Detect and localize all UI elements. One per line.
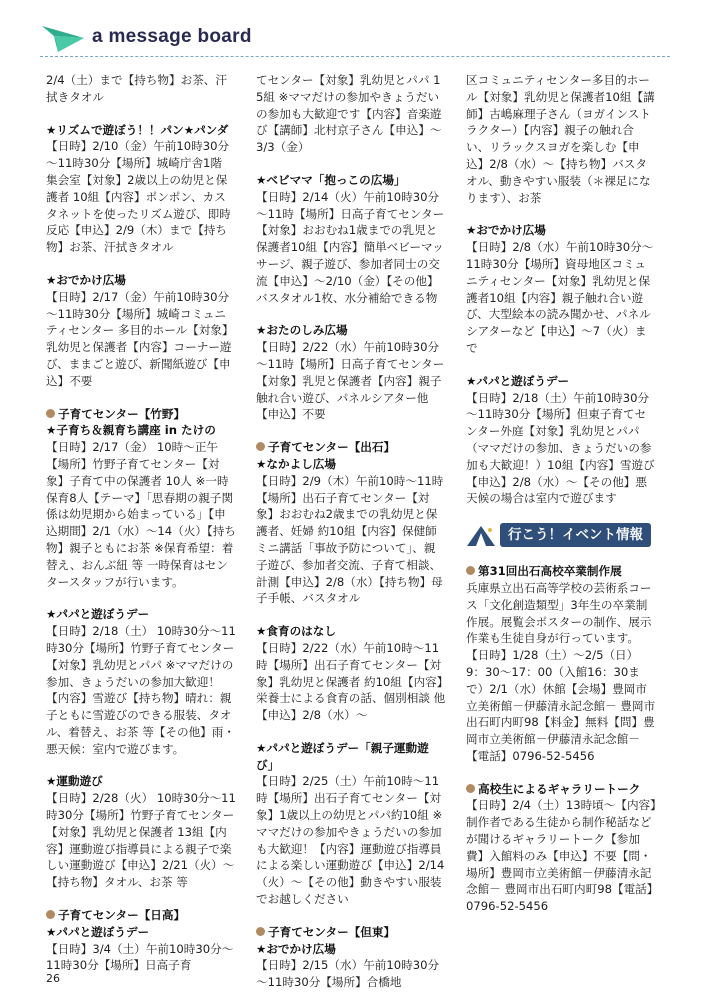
notice-heading: ★なかよし広場: [256, 456, 336, 471]
notice-block: [256, 172, 446, 306]
event-dot-icon: [466, 566, 475, 575]
section-dot-icon: [46, 910, 55, 919]
notice-heading: ★運動遊び: [46, 774, 103, 789]
notice-body: 【日時】2/10（金）午前10時30分～11時30分【場所】城崎庁舎1階 集会室【対象】2歳以上の幼児と保護者 10組【内容】ポンポン、カスタネットを使ったリズム遊び、即時反応【申込】2/9（木）まで【持ち物】お茶、汗拭きタオル: [46, 139, 231, 255]
notice-body: 【日時】2/18（土）午前10時30分～11時30分【場所】但東子育てセンター外庭【対象】乳幼児とパパ（ママだけの参加、きょうだいの参加も大歓迎！）10組【内容】雪遊び【申込】2/8（水）～【その他】悪天候の場合は室内で遊びます: [466, 390, 655, 506]
notice-block: [466, 373, 656, 507]
notice-heading: ★おたのしみ広場: [256, 323, 348, 338]
notice-block: [466, 222, 656, 356]
notice-body: 【日時】2/28（火） 10時30分～11時30分【場所】竹野子育てセンター【対象】乳幼児と保護者 13組【内容】運動遊び指導員による親子で楽しい運動遊び【申込】2/21（火）～【持ち物】タオル、お茶 等: [46, 791, 236, 890]
notice-block: [256, 439, 446, 607]
notice-block: [256, 740, 446, 908]
banner-title: 行こう！イベント情報: [500, 523, 651, 547]
notice-body: 【日時】2/25（土）午前10時～11時【場所】出石子育てセンター【対象】1歳以上の幼児とパパ約10組 ※ママだけの参加やきょうだいの参加も大歓迎！【内容】運動遊び指導員による楽しい運動遊び【申込】2/14（火）～【その他】動きやすい服装でお越しください: [256, 774, 445, 907]
section-dot-icon: [46, 409, 55, 418]
notice-block: [46, 406, 236, 591]
notice-heading: ★子育ち＆親育ち講座 in たけの: [46, 423, 216, 438]
notice-body: 【日時】2/15（水）午前10時30分～11時30分【場所】合橋地: [256, 958, 440, 990]
event-info-banner: [466, 523, 656, 549]
section-title: 子育てセンター【出石】: [268, 440, 396, 455]
notice-body: てセンター【対象】乳幼児とパパ 15組 ※ママだけの参加やきょうだいの参加も大歓迎です【内容】音楽遊び【講師】北村京子さん【申込】～3/3（金）: [256, 73, 442, 155]
page-header: [40, 22, 670, 58]
notice-heading: ★ベビママ「抱っこの広場」: [256, 172, 406, 187]
notice-body: 【日時】2/22（水）午前10時～11時【場所】出石子育てセンター【対象】乳幼児と保護者 約10組【内容】栄養士による食育の話、個別相談 他【申込】2/8（水）～: [256, 640, 446, 723]
notice-heading: ★リズムで遊ぼう！！パン★パンダ: [46, 122, 229, 137]
notice-block: [46, 122, 236, 256]
event-block: [466, 563, 656, 765]
paper-plane-icon: [40, 22, 86, 56]
section-dot-icon: [256, 442, 265, 451]
section-dot-icon: [256, 927, 265, 936]
event-heading: [466, 781, 656, 798]
notice-heading: ★おでかけ広場: [46, 272, 126, 287]
event-heading: [466, 563, 656, 580]
notice-block: [256, 72, 446, 156]
section-heading: [256, 924, 446, 941]
column-3: [466, 72, 656, 931]
notice-body: 【日時】2/17（金） 10時～正午【場所】竹野子育てセンター【対象】子育て中の保護者 10人 ※一時保育8人【テーマ】「思春期の親子関係は幼児期から始まっている」【申込期間】2/1（水）～14（火）【持ち物】親子ともにお茶 ※保育希望：着替え、おんぶ紐 等 一時保育はセンタースタッフが行います。: [46, 440, 236, 589]
column-2: [256, 72, 446, 1007]
page-number: 26: [46, 972, 60, 985]
section-title: 子育てセンター【但東】: [268, 924, 396, 939]
notice-heading: ★パパと遊ぼうデー: [46, 924, 150, 939]
header-rule: [40, 56, 670, 57]
section-heading: [256, 439, 446, 456]
notice-body: 【日時】2/18（土） 10時30分～11時30分【場所】竹野子育てセンター【対象】乳幼児とパパ ※ママだけの参加、きょうだいの参加大歓迎！【内容】雪遊び【持ち物】晴れ：親子ともに雪遊びのできる服装、タオル、着替え、お茶 等【その他】雨・悪天候：室内で遊びます。: [46, 624, 236, 756]
event-title: 第31回出石高校卒業制作展: [478, 564, 622, 579]
notice-body: 【日時】2/8（水）午前10時30分～11時30分【場所】資母地区コミュニティセンター【対象】乳幼児と保護者10組【内容】親子触れ合い遊び、大型絵本の読み聞かせ、パネルシアターなど【申込】～7（火）まで: [466, 240, 654, 355]
event-title: 高校生によるギャラリートーク: [478, 781, 641, 796]
notice-heading: ★パパと遊ぼうデー: [46, 607, 150, 622]
notice-block: [46, 272, 236, 390]
notice-block: [256, 623, 446, 724]
notice-body: 2/4（土）まで【持ち物】お茶、汗拭きタオル: [46, 73, 227, 104]
notice-body: 【日時】2/9（木）午前10時～11時【場所】出石子育てセンター【対象】おおむね2歳までの乳幼児と保護者、妊婦 約10組【内容】保健師ミニ講話「事故予防について」、親子遊び、参加者交流、子育て相談、計測【申込】2/8（水）【持ち物】母子手帳、バスタオル: [256, 473, 444, 606]
section-heading: [46, 406, 236, 423]
section-title: 子育てセンター【竹野】: [58, 406, 186, 421]
event-body: 【日時】2/4（土）13時頃～【内容】制作者である生徒から制作秘話などが聞けるギャラリートーク【参加費】入館料のみ【申込】不要【問・場所】豊岡市立美術館－伊藤清永記念館－ 豊岡市出石町内町98【電話】0796-52-5456: [466, 798, 656, 914]
event-block: [466, 781, 656, 915]
tent-icon: [466, 525, 496, 547]
section-title: 子育てセンター【日高】: [58, 908, 186, 923]
notice-block: [46, 606, 236, 757]
notice-block: [46, 773, 236, 891]
notice-block: [46, 72, 236, 106]
notice-body: 【日時】2/22（水）午前10時30分～11時【場所】日高子育てセンター【対象】乳児と保護者【内容】親子触れ合い遊び、パネルシアター他【申込】不要: [256, 340, 445, 422]
notice-block: [256, 924, 446, 991]
section-heading: [46, 907, 236, 924]
column-1: [46, 72, 236, 990]
notice-body: 【日時】2/17（金）午前10時30分～11時30分【場所】城崎コミュニティセンター 多目的ホール【対象】乳幼児と保護者【内容】コーナー遊び、ままごと遊び、新聞紙遊び【申込】不要: [46, 289, 234, 388]
notice-heading: ★パパと遊ぼうデー「親子運動遊び」: [256, 740, 429, 772]
event-dot-icon: [466, 784, 475, 793]
notice-body: 【日時】2/14（火）午前10時30分～11時【場所】日高子育てセンター【対象】おおむね1歳までの乳児と保護者10組【内容】簡単ベビーマッサージ、親子遊び、参加者同士の交流【申込】～2/10（金）【その他】バスタオル1枚、水分補給できる物: [256, 189, 445, 305]
notice-block: [466, 72, 656, 206]
notice-body: 区コミュニティセンター多目的ホール【対象】乳幼児と保護者10組【講師】古嶋麻理子さん（ヨガインストラクター）【内容】親子の触れ合い、リラックスヨガを楽しむ【申込】2/8（水）～【持ち物】バスタオル、動きやすい服装（＊裸足になります）、お茶: [466, 73, 655, 205]
notice-heading: ★パパと遊ぼうデー: [466, 373, 570, 388]
notice-heading: ★おでかけ広場: [466, 223, 546, 238]
page-title: a message board: [92, 26, 252, 47]
notice-heading: ★食育のはなし: [256, 624, 336, 639]
notice-heading: ★おでかけ広場: [256, 941, 336, 956]
notice-block: [256, 322, 446, 423]
notice-body: 【日時】3/4（土）午前10時30分～11時30分【場所】日高子育: [46, 941, 234, 973]
event-body: 兵庫県立出石高等学校の芸術系コース「文化創造類型」3年生の卒業制作展。展覧会ポスターの制作、展示作業も生徒自身が行っています。【日時】1/28（土）～2/5（日）9：30～17：00（入館16：30まで）2/1（水）休館【会場】豊岡市立美術館－伊藤清永記念館－ 豊岡市出石町内町98【料金】無料【問】豊岡市立美術館－伊藤清永記念館－【電話】0796-52-5456: [466, 580, 656, 763]
notice-block: [46, 907, 236, 974]
